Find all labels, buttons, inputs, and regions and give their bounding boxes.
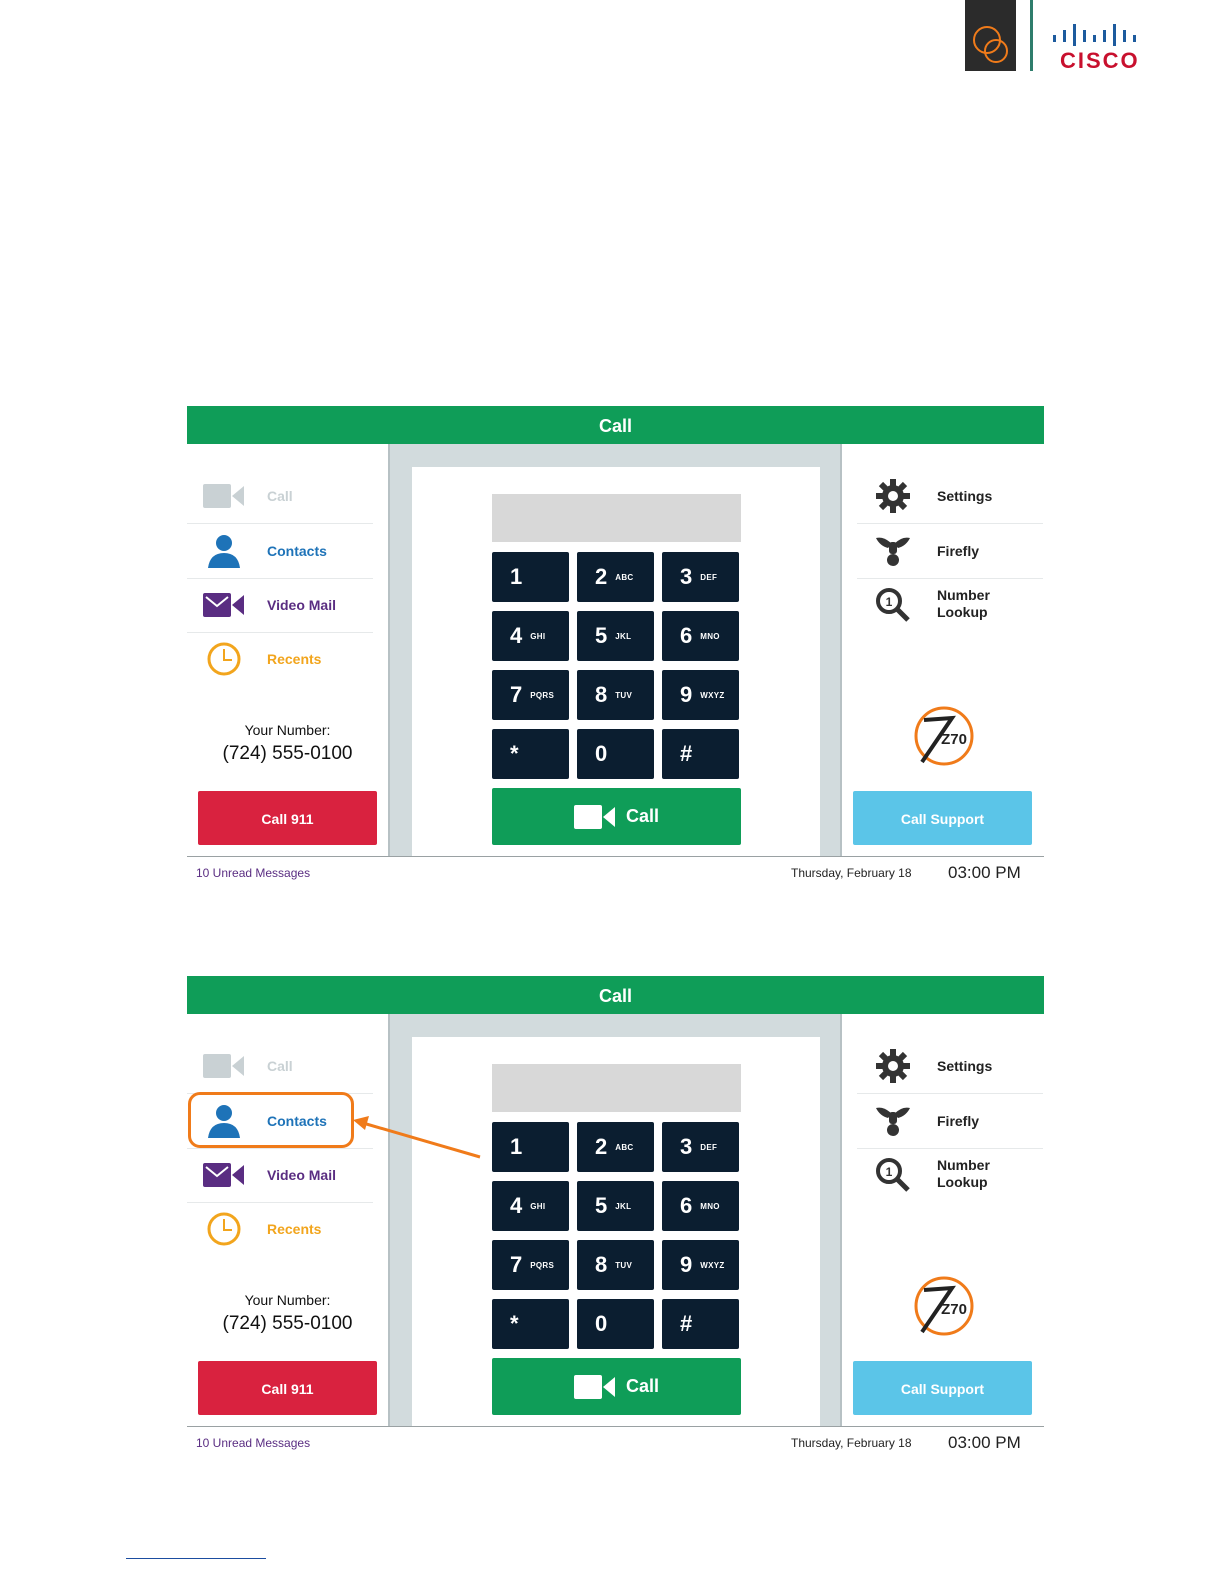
orbit-logo	[965, 0, 1016, 71]
firefly-icon	[873, 1102, 913, 1140]
unread-messages-link[interactable]: 10 Unread Messages	[196, 1436, 311, 1450]
key-5[interactable]: 5 JKL	[577, 611, 654, 661]
person-icon	[201, 532, 247, 570]
time-label: 03:00 PM	[948, 1433, 1021, 1452]
call-911-button[interactable]: Call 911	[198, 791, 377, 845]
svg-text:Z70: Z70	[941, 1301, 967, 1318]
video-mail-icon	[201, 1156, 247, 1194]
key-4[interactable]: 4 GHI	[492, 1181, 569, 1231]
nav-label: Number Lookup	[937, 1157, 990, 1190]
key-9[interactable]: 9 WXYZ	[662, 670, 739, 720]
dialer-panel	[388, 444, 842, 856]
nav-item-number-lookup[interactable]	[857, 1148, 1043, 1202]
key-5[interactable]: 5 JKL	[577, 1181, 654, 1231]
key-6[interactable]: 6 MNO	[662, 1181, 739, 1231]
your-number-label: Your Number:	[244, 1292, 331, 1308]
nav-item-number-lookup[interactable]	[857, 578, 1043, 632]
video-call-button[interactable]	[492, 788, 741, 845]
key-7[interactable]: 7 PQRS	[492, 1240, 569, 1290]
your-number: (724) 555-0100	[222, 743, 353, 764]
z70-logo	[908, 1276, 974, 1342]
nav-item-settings[interactable]	[857, 469, 1043, 524]
number-display[interactable]	[492, 494, 741, 542]
nav-label: Video Mail	[267, 597, 336, 613]
cisco-logo	[1053, 24, 1139, 51]
logo-divider	[1030, 0, 1033, 71]
key-0[interactable]: 0	[577, 1299, 654, 1349]
key-9[interactable]: 9 WXYZ	[662, 1240, 739, 1290]
call-support-button[interactable]: Call Support	[853, 1361, 1032, 1415]
key-star[interactable]: *	[492, 729, 569, 779]
nav-item-video-mail[interactable]	[187, 1148, 373, 1203]
svg-text:1: 1	[885, 1165, 893, 1179]
clock-icon	[201, 1210, 247, 1248]
dialer	[412, 1037, 820, 1426]
call-button-label: Call	[625, 806, 659, 826]
key-4[interactable]: 4 GHI	[492, 611, 569, 661]
your-number: (724) 555-0100	[222, 1313, 353, 1334]
nav-label: Firefly	[937, 543, 980, 559]
nav-item-settings[interactable]	[857, 1039, 1043, 1094]
clock-icon	[201, 640, 247, 678]
nav-label: Call	[267, 1058, 293, 1074]
key-3[interactable]: 3 DEF	[662, 1122, 739, 1172]
key-8[interactable]: 8 TUV	[577, 1240, 654, 1290]
left-nav	[187, 1014, 388, 1426]
magnifier-icon	[873, 1156, 913, 1194]
nav-label: Call	[267, 488, 293, 504]
nav-item-recents[interactable]	[187, 632, 373, 686]
nav-item-firefly[interactable]	[857, 1094, 1043, 1149]
magnifier-icon	[873, 586, 913, 624]
nav-label: Settings	[937, 1058, 993, 1074]
nav-label: Settings	[937, 488, 993, 504]
nav-label: Number Lookup	[937, 587, 990, 620]
nav-label: Recents	[267, 1221, 322, 1237]
key-2[interactable]: 2 ABC	[577, 552, 654, 602]
nav-item-call[interactable]	[187, 1039, 373, 1094]
gear-icon	[873, 1047, 913, 1085]
cisco-wordmark: CISCO	[1060, 48, 1140, 73]
date-label: Thursday, February 18	[791, 866, 912, 880]
left-nav	[187, 444, 388, 856]
nav-item-video-mail[interactable]	[187, 578, 373, 633]
key-2[interactable]: 2 ABC	[577, 1122, 654, 1172]
call-screen-1	[187, 406, 1044, 896]
key-hash[interactable]: #	[662, 729, 739, 779]
nav-label: Recents	[267, 651, 322, 667]
nav-item-contacts[interactable]	[187, 524, 373, 579]
nav-item-call[interactable]	[187, 469, 373, 524]
call-screen-2	[187, 976, 1044, 1466]
video-call-button[interactable]	[492, 1358, 741, 1415]
video-mail-icon	[201, 586, 247, 624]
video-camera-icon	[574, 803, 616, 831]
dialer-panel	[388, 1014, 842, 1426]
your-number-label: Your Number:	[244, 722, 331, 738]
video-camera-icon	[201, 1047, 247, 1085]
time-label: 03:00 PM	[948, 863, 1021, 882]
key-1[interactable]: 1	[492, 1122, 569, 1172]
key-1[interactable]: 1	[492, 552, 569, 602]
svg-text:Z70: Z70	[941, 731, 967, 748]
right-nav	[842, 444, 1044, 856]
key-6[interactable]: 6 MNO	[662, 611, 739, 661]
nav-item-recents[interactable]	[187, 1202, 373, 1256]
z70-logo	[908, 706, 974, 772]
call-support-button[interactable]: Call Support	[853, 791, 1032, 845]
gear-icon	[873, 477, 913, 515]
key-star[interactable]: *	[492, 1299, 569, 1349]
video-camera-icon	[201, 477, 247, 515]
callout-arrow-icon	[347, 1110, 487, 1160]
unread-messages-link[interactable]: 10 Unread Messages	[196, 866, 311, 880]
call-911-button[interactable]: Call 911	[198, 1361, 377, 1415]
key-hash[interactable]: #	[662, 1299, 739, 1349]
nav-label: Contacts	[267, 1113, 327, 1129]
date-label: Thursday, February 18	[791, 1436, 912, 1450]
nav-item-firefly[interactable]	[857, 524, 1043, 579]
dialer	[412, 467, 820, 856]
right-nav	[842, 1014, 1044, 1426]
screen-title: Call	[187, 976, 1044, 1014]
screen-title: Call	[187, 406, 1044, 444]
contacts-highlight-box	[188, 1092, 354, 1148]
number-display[interactable]	[492, 1064, 741, 1112]
nav-label: Firefly	[937, 1113, 980, 1129]
call-button-label: Call	[625, 1376, 659, 1396]
video-camera-icon	[574, 1373, 616, 1401]
nav-label: Contacts	[267, 543, 327, 559]
svg-text:1: 1	[885, 595, 893, 609]
footnote-rule	[126, 1558, 266, 1559]
key-3[interactable]: 3 DEF	[662, 552, 739, 602]
key-8[interactable]: 8 TUV	[577, 670, 654, 720]
status-divider	[187, 1426, 1044, 1427]
nav-label: Video Mail	[267, 1167, 336, 1183]
firefly-icon	[873, 532, 913, 570]
status-divider	[187, 856, 1044, 857]
key-7[interactable]: 7 PQRS	[492, 670, 569, 720]
key-0[interactable]: 0	[577, 729, 654, 779]
